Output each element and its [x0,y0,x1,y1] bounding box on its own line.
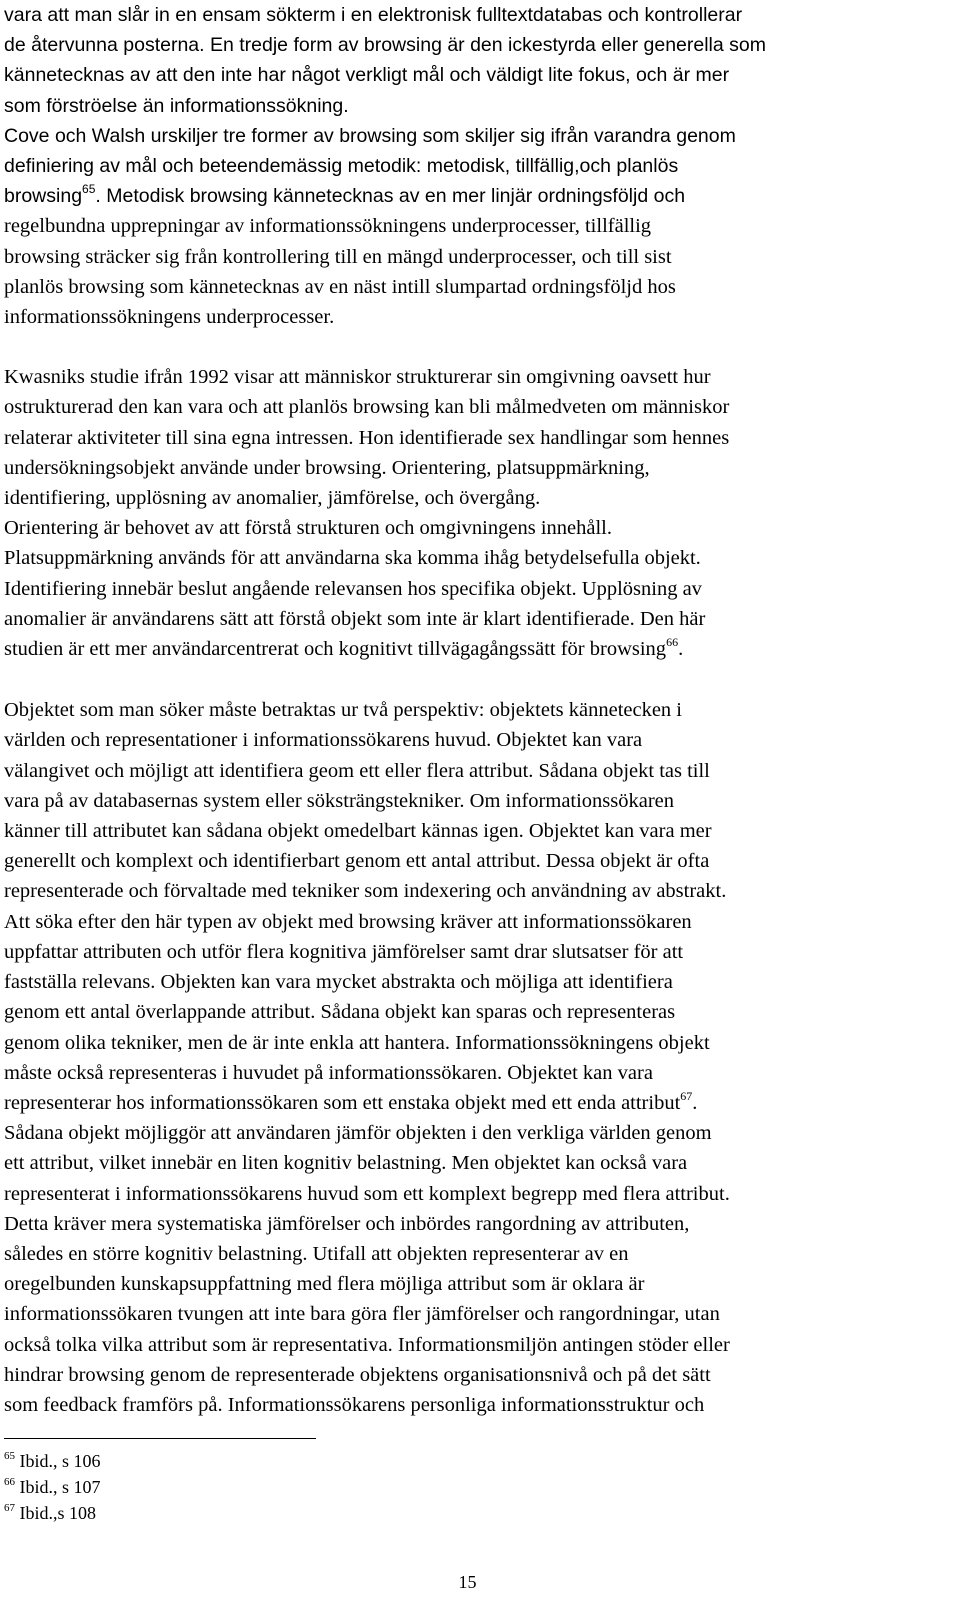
line-text: genom ett antal överlappande attribut. Sådana objekt kan sparas och representeras [4,1001,676,1024]
text-line [4,30,939,60]
text-line [4,997,939,1027]
text-line [4,302,939,332]
footnote-separator [4,1438,316,1439]
line-text: regelbundna upprepningar av informationssökningens underprocesser, tillfällig [4,215,652,238]
text-line [4,392,939,422]
line-text: Orientering är behovet av att förstå strukturen och omgivningens innehåll. [4,517,612,540]
paragraph-3 [4,695,939,1420]
text-line [4,695,939,725]
text-line [4,151,939,181]
text-line [4,60,939,90]
text-line [4,634,939,664]
footnote-reference: 66 [666,635,679,650]
line-text: ostrukturerad den kan vara och att planlös browsing kan bli målmedveten om människor [4,396,730,419]
footnote-text: Ibid.,s 108 [15,1503,96,1523]
text-line [4,513,939,543]
line-text: oregelbunden kunskapsuppfattning med flera möjliga attribut som är oklara är [4,1273,645,1296]
text-line [4,725,939,755]
text-line [4,0,939,30]
line-text: Sådana objekt möjliggör att användaren jämför objekten i den verkliga världen genom [4,1122,712,1145]
line-text: hindrar browsing genom de representerade objektens organisationsnivå och på det sätt [4,1363,711,1386]
footnotes [4,1448,101,1526]
line-text: definiering av mål och beteendemässig metodik: metodisk, tillfällig,och planlös [4,155,679,178]
line-text: representerar hos informationssökaren som ett enstaka objekt med ett enda attribut [4,1091,681,1114]
line-text: kännetecknas av att den inte har något verkligt mål och väldigt lite fokus, och är mer [4,64,730,87]
line-text: generellt och komplext och identifierbart genom ett antal attribut. Dessa objekt är ofta [4,850,710,873]
text-line [4,756,939,786]
text-line [4,483,939,513]
text-line [4,181,939,211]
footnote-number: 66 [4,1476,15,1488]
text-line [4,604,939,634]
line-text: således en större kognitiv belastning. Utifall att objekten representerar av en [4,1242,629,1265]
text-line [4,91,939,121]
line-text: världen och representationer i informationssökarens huvud. Objektet kan vara [4,729,643,752]
line-text: identifiering, upplösning av anomalier, jämförelse, och övergång. [4,487,541,510]
footnote-number: 67 [4,1502,15,1514]
text-line [4,362,939,392]
paragraph-1 [4,0,939,332]
footnote-text: Ibid., s 107 [15,1477,101,1497]
text-line [4,907,939,937]
text-line [4,937,939,967]
line-text: planlös browsing som kännetecknas av en näst intill slumpartad ordningsföljd hos [4,275,676,298]
footnote-66 [4,1474,101,1500]
text-line [4,242,939,272]
line-text: Cove och Walsh urskiljer tre former av browsing som skiljer sig ifrån varandra genom [4,124,736,147]
line-text: känner till attributet kan sådana objekt omedelbart kännas igen. Objektet kan vara mer [4,820,712,843]
text-line [4,1058,939,1088]
text-line [4,1118,939,1148]
text-line [4,1179,939,1209]
text-line [4,846,939,876]
line-text: fastställa relevans. Objekten kan vara mycket abstrakta och möjliga att identifiera [4,971,673,994]
line-text-continued: . [692,1091,698,1114]
line-text: informationssökningens underprocesser. [4,306,335,329]
footnote-reference: 65 [82,182,96,197]
text-line [4,1269,939,1299]
text-line [4,1239,939,1269]
footnote-text: Ibid., s 106 [15,1451,101,1471]
line-text: Objektet som man söker måste betraktas ur två perspektiv: objektets kännetecken i [4,699,683,722]
text-line [4,1390,939,1420]
line-text: genom olika tekniker, men de är inte enkla att hantera. Informationssökningens objekt [4,1031,710,1054]
line-text: anomalier är användarens sätt att förstå objekt som inte är klart identifierade. Den här [4,607,706,630]
text-line [4,121,939,151]
line-text: måste också representeras i huvudet på informationssökaren. Objektet kan vara [4,1061,653,1084]
line-text: undersökningsobjekt använde under browsing. Orientering, platsuppmärkning, [4,456,650,479]
text-line [4,1299,939,1329]
line-text: informationssökaren tvungen att inte bara göra fler jämförelser och rangordningar, utan [4,1303,720,1326]
text-line [4,876,939,906]
text-line [4,1148,939,1178]
line-text: Kwasniks studie ifrån 1992 visar att människor strukturerar sin omgivning oavsett hur [4,366,711,389]
text-line [4,816,939,846]
text-line [4,543,939,573]
line-text: uppfattar attributen och utför flera kognitiva jämförelser samt drar slutsatser för att [4,940,684,963]
line-text: välangivet och möjligt att identifiera geom ett eller flera attribut. Sådana objekt tas till [4,759,710,782]
line-text: som feedback framförs på. Informationssökarens personliga informationsstruktur och [4,1393,705,1416]
text-line [4,211,939,241]
footnote-number: 65 [4,1450,15,1462]
footnote-reference: 67 [680,1088,693,1103]
line-text: browsing sträcker sig från kontrollering till en mängd underprocesser, och till sist [4,245,672,268]
line-text: de återvunna posterna. En tredje form av browsing är den ickestyrda eller generella som [4,34,766,57]
line-text: Platsuppmärkning används för att användarna ska komma ihåg betydelsefulla objekt. [4,547,701,570]
footnote-65 [4,1448,101,1474]
text-line [4,1209,939,1239]
text-line [4,423,939,453]
line-text: studien är ett mer användarcentrerat och kognitivt tillvägagångssätt för browsing [4,638,667,661]
line-text: Detta kräver mera systematiska jämförelser och inbördes rangordning av attributen, [4,1212,690,1235]
text-line [4,272,939,302]
text-line [4,967,939,997]
text-line [4,574,939,604]
text-line [4,1088,939,1118]
line-text: relaterar aktiviteter till sina egna intressen. Hon identifierade sex handlingar som hennes [4,426,730,449]
text-line [4,786,939,816]
line-text: vara på av databasernas system eller söksträngstekniker. Om informationssökaren [4,789,675,812]
text-line [4,453,939,483]
text-line [4,1360,939,1390]
line-text: representerade och förvaltade med tekniker som indexering och användning av abstrakt. [4,880,727,903]
line-text: Identifiering innebär beslut angående relevansen hos specifika objekt. Upplösning av [4,577,702,600]
line-text: Att söka efter den här typen av objekt med browsing kräver att informationssökaren [4,910,692,933]
text-line [4,1028,939,1058]
line-text: som förströelse än informationssökning. [4,94,349,117]
line-text: representerat i informationssökarens huvud som ett komplext begrepp med flera attribut. [4,1182,730,1205]
line-text: vara att man slår in en ensam sökterm i en elektronisk fulltextdatabas och kontrollerar [4,4,743,26]
line-text: också tolka vilka attribut som är representativa. Informationsmiljön antingen stöder eller [4,1333,730,1356]
footnote-67 [4,1500,101,1526]
document-page [4,0,939,1420]
line-text: browsing [4,185,83,208]
page-number: 15 [458,1572,477,1592]
text-line [4,1330,939,1360]
line-text: ett attribut, vilket innebär en liten kognitiv belastning. Men objektet kan också vara [4,1152,688,1175]
paragraph-2 [4,362,939,664]
line-text-continued: . Metodisk browsing kännetecknas av en mer linjär ordningsföljd och [95,185,686,208]
line-text-continued: . [678,638,684,661]
